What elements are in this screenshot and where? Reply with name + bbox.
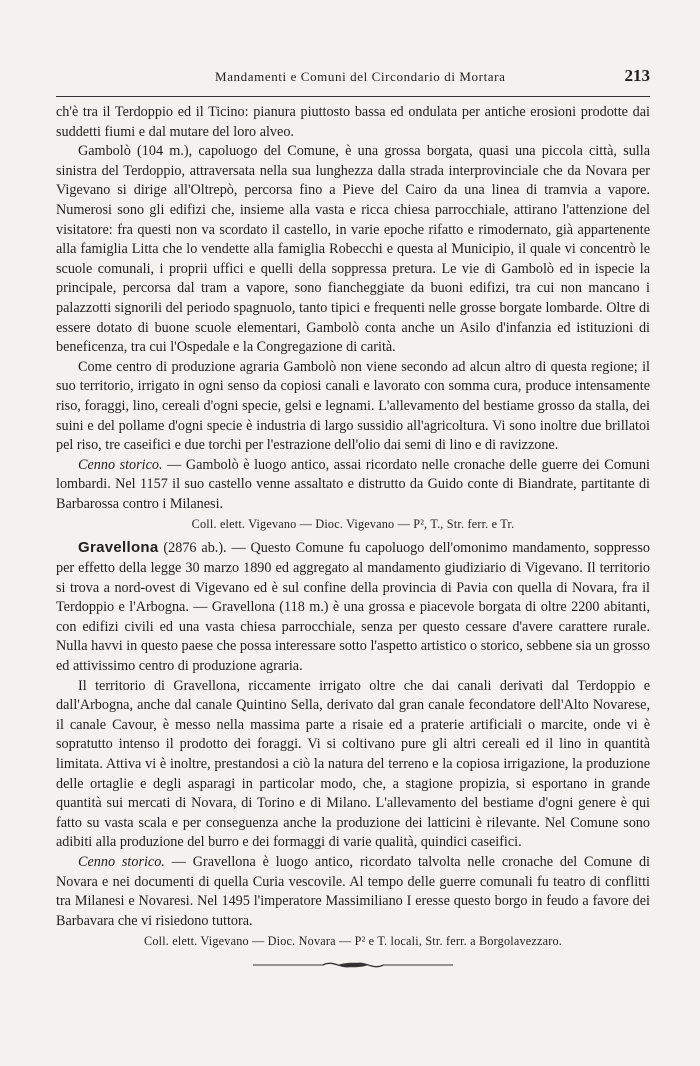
header-rule xyxy=(56,96,650,97)
history-text: — Gambolò è luogo antico, assai ricordato nelle cronache delle guerre dei Comuni lombardi. Nel 1157 il suo castello venne assaltato e distrutto da Guido conte di Biandrate, partitante di Barbarossa contro i Milanesi. xyxy=(56,456,650,512)
paragraph-continuation: ch'è tra il Terdoppio ed il Ticino: pianura piuttosto bassa ed ondulata per antiche erosioni prodotte dai suddetti fiumi e dal mutare del loro alveo. xyxy=(56,104,650,140)
history-text: — Gravellona è luogo antico, ricordato talvolta nelle cronache del Comune di Novara e nei documenti di quella Curia vescovile. Al tempo delle guerre comunali fu teatro di conflitti tra Milanesi e Novaresi. Nel 1495 l'imperatore Massimiliano I eresse questo borgo in feudo a favore dei Barbavara che vi risiedono tuttora. xyxy=(56,853,650,929)
history-label: Cenno storico. xyxy=(78,456,163,473)
history-label: Cenno storico. xyxy=(78,853,165,870)
gambolo-metadata: Coll. elett. Vigevano — Dioc. Vigevano — P², T., Str. ferr. e Tr. xyxy=(191,517,515,532)
paragraph-gravellona-intro xyxy=(56,538,650,676)
paragraph-gambolo-town: Gambolò (104 m.), capoluogo del Comune, è una grossa borgata, quasi una piccola città, sulla sinistra del Terdoppio, attraversata nella sua lunghezza dalla strada interprovinciale che da Novara per Vigevano si dirige all'Oltrepò, percorsa fino a Pieve del Cairo da una linea di tramvia a vapore. Numerosi sono gli edifizi che, insieme alla vasta e ricca chiesa parrocchiale, attirano l'attenzione del visitatore: fra questi non va scordato il castello, in varie epoche rifatto e rimodernato, già appartenente alla famiglia Litta che lo vendette alla famiglia Robecchi e questa al Municipio, il quale vi concentrò le scuole comunali, i proprii uffici e quelli della soppressa pretura. Le vie di Gambolò ed in ispecie la principale, percorsa dal tram a vapore, sono fiancheggiate da buoni edifizi, tra cui non mancano i palazzotti signorili del periodo spagnuolo, tanto tipici e frequenti nelle grosse borgate lombarde. Oltre di essere dotato di buone scuole elementari, Gambolò conta anche un Asilo d'infanzia ed istituzioni di beneficenza, tra cui l'Ospedale e la Congregazione di carità. xyxy=(56,143,650,356)
paragraph-gravellona-history xyxy=(56,853,650,931)
page-number: 213 xyxy=(624,66,650,85)
paragraph-gambolo-agriculture: Come centro di produzione agraria Gambolò non viene secondo ad alcun altro di questa regione; il suo territorio, irrigato in ogni senso da copiosi canali e lavorato con somma cura, produce intensamente riso, foraggi, lino, cereali d'ogni specie, gelsi e legnami. L'allevamento del bestiame grosso da stalla, dei suini e del pollame d'ogni specie è industria di largo sussidio all'agricoltura. Vi sono inoltre due brillatoi pel riso, tre caseifici e due torchi per l'estrazione dell'olio dai semi di lino e di ravizzone. xyxy=(56,358,650,454)
entry-name-gravellona: Gravellona xyxy=(78,539,159,557)
ornament-divider xyxy=(56,959,650,971)
gravellona-intro-text: (2876 ab.). — Questo Comune fu capoluogo dell'omonimo mandamento, soppresso per effetto della legge 30 marzo 1890 ed aggregato al mandamento giudiziario di Vigevano. Il territorio si trova a nord-ovest di Vigevano ed è sul confine della provincia di Pavia con quella di Novara, fra il Terdoppio e l'Arbogna. — Gravellona (118 m.) è una grossa e piacevole borgata di oltre 2200 abitanti, con edifizi civili ed una vasta chiesa parrocchiale, senza per questo cessare d'avere carattere rurale. Nulla havvi in questo paese che possa interessare sotto l'aspetto artistico o storico, sebbene sia un grosso ed attivissimo centro di produzione agraria. xyxy=(56,540,650,675)
paragraph-gambolo-history xyxy=(56,456,650,515)
paragraph-gravellona-territory: Il territorio di Gravellona, riccamente irrigato oltre che dai canali derivati dal Terdoppio e dall'Arbogna, anche dal canale Quintino Sella, derivato dal gran canale fecondatore dell'Alto Novarese, il canale Cavour, è messo nella massima parte a risaie ed a praterie artificiali o marcite, onde vi è sopratutto intenso il prodotto dei foraggi. Vi si coltivano pure gli altri cereali ed il lino in quantità limitata. Attiva vi è inoltre, prestandosi a ciò la natura del terreno e la copiosa irrigazione, la produzione delle ortaglie e degli asparagi in particolar modo, che, a stagione propizia, si esportano in grande quantità sui mercati di Novara, di Torino e di Milano. L'allevamento del bestiame d'ogni genere è qui fatto su vasta scala e per conseguenza anche la produzione dei latticini è rilevante. Nel Comune sono adibiti alla produzione del burro e dei formaggi di varie qualità, quindici caseifici. xyxy=(56,677,650,851)
page-header xyxy=(56,66,650,86)
running-title: Mandamenti e Comuni del Circondario di Mortara xyxy=(215,69,506,84)
gravellona-metadata: Coll. elett. Vigevano — Dioc. Novara — P² e T. locali, Str. ferr. a Borgolavezzaro. xyxy=(144,934,562,949)
